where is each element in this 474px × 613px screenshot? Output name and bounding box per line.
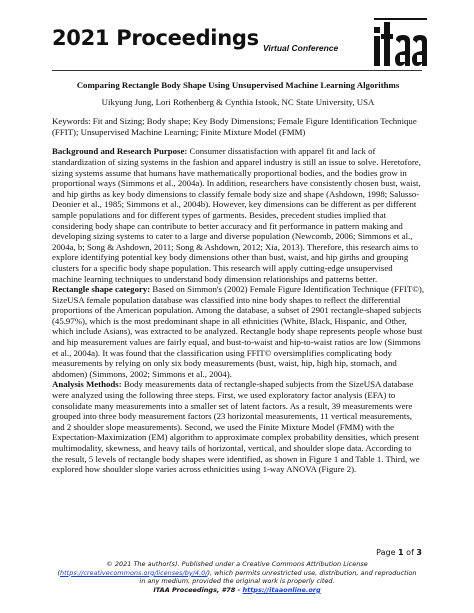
- page-number-middle: of: [403, 548, 417, 557]
- page-number-current: 1: [398, 548, 404, 557]
- page-header: [52, 16, 422, 70]
- section-heading-rectangle-shape: Rectangle shape category:: [52, 284, 151, 295]
- paper-body: [52, 80, 424, 475]
- page-number: [376, 548, 422, 557]
- footer-paren: (: [57, 568, 61, 577]
- page-number-total: 3: [416, 548, 422, 557]
- footer-license-rest: ), which permits unrestricted use, distribution, and reproduction: [207, 568, 417, 577]
- section-background: [52, 146, 424, 284]
- section-rectangle-shape: [52, 284, 424, 379]
- license-footer: [40, 560, 434, 594]
- footer-line-cited: in any medium, provided the original work is properly cited.: [139, 577, 335, 586]
- paper-title: Comparing Rectangle Body Shape Using Unsupervised Machine Learning Algorithms: [76, 80, 400, 90]
- conference-label: Virtual Conference: [263, 43, 339, 53]
- page-number-prefix: Page: [376, 548, 399, 557]
- section-analysis-methods: [52, 379, 424, 474]
- section-heading-background: Background and Research Purpose:: [52, 146, 188, 157]
- footer-line-copyright: © 2021 The author(s). Published under a Creative Commons Attribution License: [106, 560, 368, 568]
- section-text-rectangle-shape: Based on Simmon's (2002) Female Figure Identification Technique (FFIT©), SizeUSA female population database was classified into nine body shapes to reflect the differential proportions of the American population. Among the database, a subset of 2901 rectangle-shaped subjects (45.97%), which is the most predominant shape in all ethnicities (White, Black, Hispanic, and Other, which include Asians), was extracted to be analyzed. Rectangle body shape represents people whose bust and hip measurement values are fairly equal, and bust-to-waist and hip-to-waist ratios are low (Simmons et al., 2004a). It was found that the classification using FFIT© oversimplifies complicating body measurements by relying on only six body measurements (bust, waist, hip, high hip, stomach, and abdomen) (Simmons, 2002; Simmons et al., 2004).: [52, 284, 425, 379]
- itaa-logo-graphic: [372, 16, 430, 70]
- proceedings-title: 2021 Proceedings: [52, 26, 259, 50]
- footer-line-proceedings: [40, 586, 434, 595]
- paper-keywords: Keywords: Fit and Sizing; Body shape; Key Body Dimensions; Female Figure Identification Technique (FFIT); Unsupervised Machine Learning; Finite Mixture Model (FMM): [52, 116, 417, 137]
- itaa-logo: [372, 16, 430, 70]
- cc-license-link[interactable]: https://creativecommons.org/licenses/by/4.0/: [60, 568, 208, 577]
- header-divider: [52, 70, 422, 71]
- itaa-website-link[interactable]: https://itaaonline.org: [242, 585, 321, 594]
- section-text-analysis-methods: Body measurements data of rectangle-shaped subjects from the SizeUSA database were analyzed using the following three steps. First, we used exploratory factor analysis (EFA) to consolidate many measurements into a smaller set of latent factors. As a result, 39 measurements were grouped into three body measurement factors (23 horizontal measurements, 11 vertical measurements, and 2 shoulder slope measurements). Second, we used the Finite Mixture Model (FMM) with the Expectation-Maximization (EM) algorithm to approximate complex probability densities, which present multimodality, skewness, and heavy tails of horizontal, vertical, and shoulder slope data. According to the result, 5 levels of rectangle body shapes were identified, as shown in Figure 1 and Table 1. Third, we explored how shoulder slope varies across ethnicities using 1-way ANOVA (Figure 2).: [52, 379, 420, 475]
- paper-authors: Uikyung Jung, Lori Rothenberg & Cynthia Istook, NC State University, USA: [101, 96, 375, 107]
- section-text-background: Consumer dissatisfaction with apparel fit and lack of standardization of sizing systems in the fashion and apparel industry is still an issue to solve. Heretofore, sizing systems assume that humans have mathematically proportional bodies, and the bodies grow in proportional ways (Simmons et al., 2004a). In addition, researchers have consistently chosen bust, waist, and hip girths as key body dimensions to classify female body size and shape (Ashdown, 1998; Salusso-Deonier et al., 1985; Simmons et al., 2004b). However, key dimensions can be different as per different sample populations and for different types of garments. Besides, precedent studies implied that considering body shape can contribute to better accuracy and fit performance in pattern making and developing sizing systems to cater to a large and diverse population (Newcomb, 2006; Simmons et al., 2004a, b; Song & Ashdown, 2011; Song & Ashdown, 2012; Xia, 2013). Therefore, this research aims to explore identifying potential key body dimensions other than bust, waist, and hip girths and grouping clusters for a specific body shape population. This research will apply cutting-edge unsupervised machine learning techniques to understand body dimension relationships and patterns better.: [52, 146, 421, 284]
- footer-proceedings-label: ITAA Proceedings, #78 -: [153, 585, 243, 594]
- footer-line-license: [40, 569, 434, 578]
- section-heading-analysis-methods: Analysis Methods:: [52, 379, 122, 390]
